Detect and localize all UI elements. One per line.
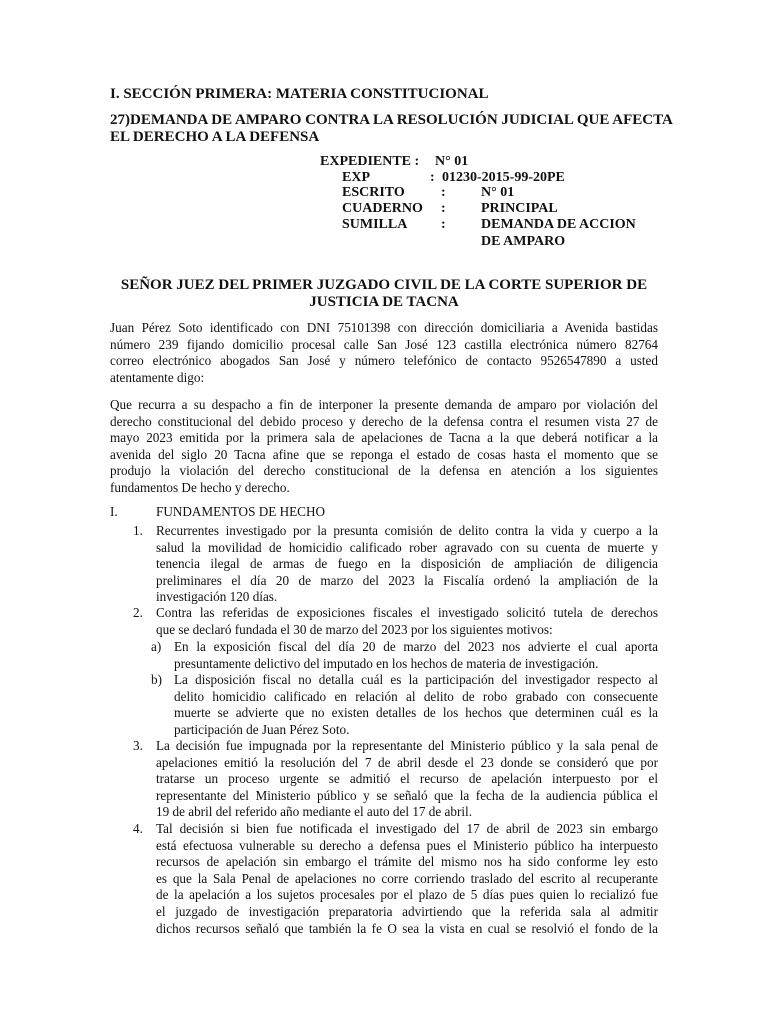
item-marker: 3.	[133, 738, 143, 753]
item-line: recursos de apelación sin embargo el trámite del mismo nos ha sido conforme ley esto	[156, 854, 658, 870]
exp-label: EXP	[342, 170, 370, 185]
section-one-title: FUNDAMENTOS DE HECHO	[156, 504, 326, 519]
addressee-line: JUSTICIA DE TACNA	[309, 294, 459, 310]
case-title-line: EL DERECHO A LA DEFENSA	[110, 129, 320, 145]
item-line: 19 de abril del referido año mediante el auto del 17 de abril.	[156, 804, 473, 820]
sumilla-value-line: DE AMPARO	[481, 233, 566, 249]
item-line: delito homicidio calificado en relación al delito de robo grabado con consecuente	[174, 688, 658, 704]
item-line: muerte se advierte que no existen detalles de los hechos que determinen cuál es la	[174, 705, 658, 721]
item-marker: 4.	[133, 821, 143, 836]
exp-separator: :	[430, 170, 435, 185]
sumilla-value-line: DEMANDA DE ACCION	[481, 217, 636, 232]
intro-line: correo electrónico abogados San José y número telefónico de contacto 9526547890 a usted	[110, 353, 658, 369]
item-line: participación de Juan Pérez Soto.	[174, 721, 350, 737]
list-item	[156, 821, 658, 937]
case-title	[110, 112, 673, 146]
list-item	[156, 738, 658, 821]
addressee	[110, 277, 658, 311]
list-subitem	[174, 639, 658, 672]
request-line: derecho constitucional del debido proceso y derecho de la defensa contra el resumen vista 27 de	[110, 413, 658, 429]
item-line: salud la movilidad de homicidio calificado rober agravado con su cuenta de muerte y	[156, 539, 658, 555]
escrito-value: N° 01	[481, 185, 515, 200]
item-line: está efectuosa vulnerable su derecho a defensa pues el Ministerio público ha interpuesto	[156, 837, 658, 853]
escrito-separator: :	[441, 185, 446, 200]
subitem-marker: b)	[151, 672, 162, 687]
item-line: el juzgado de investigación preparatoria advirtiendo que la referida sala al admitir	[156, 903, 658, 919]
intro-line: número 239 fijando domicilio procesal calle San José 123 castilla electrónica número 82764	[110, 336, 658, 352]
item-line: En la exposición fiscal del día 20 de marzo del 2023 nos advierte el cual aporta	[174, 639, 658, 654]
item-line: que se declaró fundada el 30 de marzo del 2023 por los siguientes motivos:	[156, 621, 553, 637]
item-line: es que la Sala Penal de apelaciones no corre corriendo traslado del escrito al recuperante	[156, 870, 658, 886]
item-line: dichos recursos señaló que también la fe O sea la vista en cual se resolvió el fondo de la	[156, 920, 658, 936]
exp-value: 01230-2015-99-20PE	[442, 170, 565, 185]
item-line: apelaciones emitió la resolución del 7 de abril desde el 23 donde se consideró que por	[156, 754, 658, 770]
list-item	[156, 605, 658, 638]
intro-line: Juan Pérez Soto identificado con DNI 75101398 con dirección domiciliaria a Avenida bastidas	[110, 320, 658, 335]
list-item	[156, 523, 658, 606]
item-marker: 1.	[133, 523, 143, 538]
request-line: produjo la violación del derecho constitucional de la defensa en atención a los siguientes	[110, 463, 658, 479]
sumilla-value	[481, 217, 636, 250]
sumilla-separator: :	[441, 217, 446, 232]
item-line: preliminares el día 20 de marzo del 2023 la Fiscalía ordenó la ampliación de la	[156, 572, 658, 588]
item-line: Tal decisión si bien fue notificada el investigado del 17 de abril de 2023 sin embargo	[156, 821, 658, 836]
item-line: La decisión fue impugnada por la representante del Ministerio público y la sala penal de	[156, 738, 658, 753]
list-subitem	[174, 672, 658, 738]
item-line: Recurrentes investigado por la presunta comisión de delito contra la vida y cuerpo a la	[156, 523, 658, 538]
item-line: investigación 120 días.	[156, 589, 278, 605]
item-line: presuntamente delictivo del imputado en los hechos de materia de investigación.	[174, 655, 599, 671]
item-line: de la apelación a los sujetos procesales por el plazo de 5 días pues quien lo recializó fue	[156, 887, 658, 903]
item-line: representante del Ministerio público y se señaló que la fecha de la audiencia pública el	[156, 787, 658, 803]
intro-paragraph	[110, 320, 658, 386]
item-line: tratarse un proceso urgente se admitió el recurso de apelación interpuesto por el	[156, 771, 658, 787]
case-title-line: 27)DEMANDA DE AMPARO CONTRA LA RESOLUCIÓN JUDICIAL QUE AFECTA	[110, 112, 673, 128]
section-title: I. SECCIÓN PRIMERA: MATERIA CONSTITUCIONAL	[110, 86, 489, 102]
expediente-label: EXPEDIENTE :	[320, 154, 420, 169]
request-line: fundamentos De hecho y derecho.	[110, 479, 290, 495]
cuaderno-separator: :	[441, 201, 446, 216]
request-paragraph	[110, 397, 658, 497]
subitem-marker: a)	[151, 639, 162, 654]
item-line: Contra las referidas de exposiciones fiscales el investigado solicitó tutela de derechos	[156, 605, 658, 620]
request-line: mayo 2023 emitida por la primera sala de apelaciones de Tacna a la que deberá notificar a la	[110, 430, 658, 446]
addressee-line: SEÑOR JUEZ DEL PRIMER JUZGADO CIVIL DE LA CORTE SUPERIOR DE	[120, 277, 648, 293]
section-one-marker: I.	[110, 504, 118, 519]
item-line: La disposición fiscal no detalla cuál es la participación del investigador respecto al	[174, 672, 658, 687]
request-line: avenida del siglo 20 Tacna afine que se reponga el estado de cosas hasta el momento que se	[110, 446, 658, 462]
item-line: tenencia ilegal de armas de fuego en la disposición de ampliación de diligencia	[156, 556, 658, 572]
intro-line: atentamente digo:	[110, 369, 205, 385]
request-line: Que recurra a su despacho a fin de interponer la presente demanda de amparo por violación del	[110, 397, 658, 412]
escrito-label: ESCRITO	[342, 185, 405, 200]
item-marker: 2.	[133, 605, 143, 620]
cuaderno-value: PRINCIPAL	[481, 201, 558, 216]
expediente-value: N° 01	[435, 154, 469, 169]
cuaderno-label: CUADERNO	[342, 201, 423, 216]
sumilla-label: SUMILLA	[342, 217, 408, 232]
